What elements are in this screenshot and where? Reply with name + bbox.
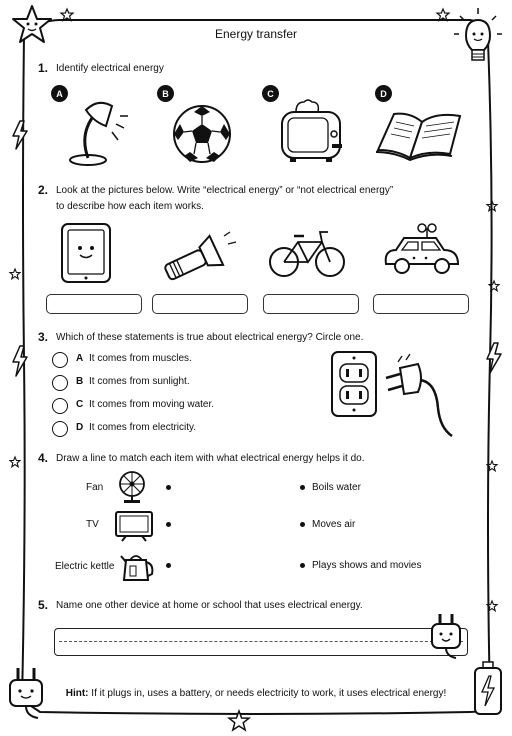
q3-option-b-text: It comes from sunlight. bbox=[89, 376, 190, 387]
kettle-icon bbox=[120, 548, 154, 584]
tablet-icon bbox=[58, 222, 116, 284]
q3-option-b-letter: B bbox=[76, 376, 84, 387]
q1-option-d-badge[interactable]: D bbox=[375, 85, 392, 102]
q2-line1: Look at the pictures below. Write “electrical energy” or “not electrical energy” bbox=[56, 185, 394, 196]
q3-number: 3. bbox=[38, 330, 49, 344]
q3-option-d-text: It comes from electricity. bbox=[89, 422, 197, 433]
q3-option-d-letter: D bbox=[76, 422, 84, 433]
hint-label: Hint: bbox=[65, 688, 89, 699]
q4-left-dot-kettle[interactable] bbox=[166, 563, 171, 568]
q4-left-label-tv: TV bbox=[86, 519, 99, 530]
q4-left-label-fan: Fan bbox=[86, 482, 104, 493]
q4-right-dot-3[interactable] bbox=[300, 563, 305, 568]
page-title: Energy transfer bbox=[214, 27, 298, 41]
q5-guide-line bbox=[59, 641, 463, 642]
q1-option-b-badge[interactable]: B bbox=[157, 85, 174, 102]
q3-option-a-circle[interactable] bbox=[52, 352, 68, 368]
q3-option-b-circle[interactable] bbox=[52, 375, 68, 391]
q5-text: Name one other device at home or school that uses electrical energy. bbox=[56, 600, 363, 611]
q3-option-a-text: It comes from muscles. bbox=[89, 353, 192, 364]
q2-number: 2. bbox=[38, 183, 49, 197]
q4-left-dot-tv[interactable] bbox=[166, 522, 171, 527]
flashlight-icon bbox=[160, 232, 240, 280]
q1-text: Identify electrical energy bbox=[56, 63, 164, 74]
q3-option-d-circle[interactable] bbox=[52, 421, 68, 437]
star-icon bbox=[436, 8, 450, 22]
q1-option-a-badge[interactable]: A bbox=[51, 85, 68, 102]
q5-answer-line[interactable] bbox=[54, 628, 468, 656]
q5-number: 5. bbox=[38, 598, 49, 612]
q2-answer-box-2[interactable] bbox=[152, 294, 248, 314]
star-icon bbox=[488, 280, 500, 292]
lightning-bolt-icon bbox=[10, 120, 30, 150]
star-icon bbox=[9, 456, 21, 468]
soccer-ball-icon[interactable] bbox=[172, 104, 232, 164]
q3-text: Which of these statements is true about electrical energy? Circle one. bbox=[56, 332, 364, 343]
q2-line2: to describe how each item works. bbox=[56, 201, 204, 212]
toaster-icon[interactable] bbox=[278, 98, 348, 164]
hint bbox=[0, 688, 512, 699]
star-icon bbox=[486, 200, 498, 212]
outlet-and-plug-icon bbox=[328, 348, 458, 438]
q4-right-dot-1[interactable] bbox=[300, 485, 305, 490]
q2-answer-box-4[interactable] bbox=[373, 294, 469, 314]
smiling-plug-icon bbox=[426, 612, 466, 662]
star-icon bbox=[60, 8, 74, 22]
q4-right-label-3: Plays shows and movies bbox=[312, 560, 422, 571]
lightning-bolt-icon bbox=[484, 342, 504, 374]
star-icon bbox=[486, 460, 498, 472]
star-icon bbox=[486, 600, 498, 612]
bicycle-icon bbox=[268, 228, 346, 280]
q3-option-c-circle[interactable] bbox=[52, 398, 68, 414]
star-icon bbox=[228, 710, 250, 732]
q2-answer-box-3[interactable] bbox=[263, 294, 359, 314]
tv-icon bbox=[114, 508, 154, 542]
q2-answer-box-1[interactable] bbox=[46, 294, 142, 314]
lightning-bolt-icon bbox=[10, 345, 30, 377]
q1-option-c-badge[interactable]: C bbox=[262, 85, 279, 102]
q3-option-c-letter: C bbox=[76, 399, 84, 410]
q4-text: Draw a line to match each item with what electrical energy helps it do. bbox=[56, 453, 365, 464]
q4-number: 4. bbox=[38, 451, 49, 465]
q4-right-dot-2[interactable] bbox=[300, 522, 305, 527]
q1-number: 1. bbox=[38, 61, 49, 75]
q4-right-label-1: Boils water bbox=[312, 482, 361, 493]
q3-option-a-letter: A bbox=[76, 353, 84, 364]
q4-right-label-2: Moves air bbox=[312, 519, 356, 530]
q3-option-c-text: It comes from moving water. bbox=[89, 399, 215, 410]
desk-lamp-icon[interactable] bbox=[66, 96, 132, 168]
hint-text: If it plugs in, uses a battery, or needs electricity to work, it uses electrical energy! bbox=[88, 688, 447, 699]
open-book-icon[interactable] bbox=[374, 110, 468, 162]
q4-left-dot-fan[interactable] bbox=[166, 485, 171, 490]
q4-left-label-kettle: Electric kettle bbox=[55, 561, 115, 572]
star-icon bbox=[9, 268, 21, 280]
wind-up-toy-car-icon bbox=[382, 222, 462, 280]
fan-icon bbox=[116, 470, 148, 504]
